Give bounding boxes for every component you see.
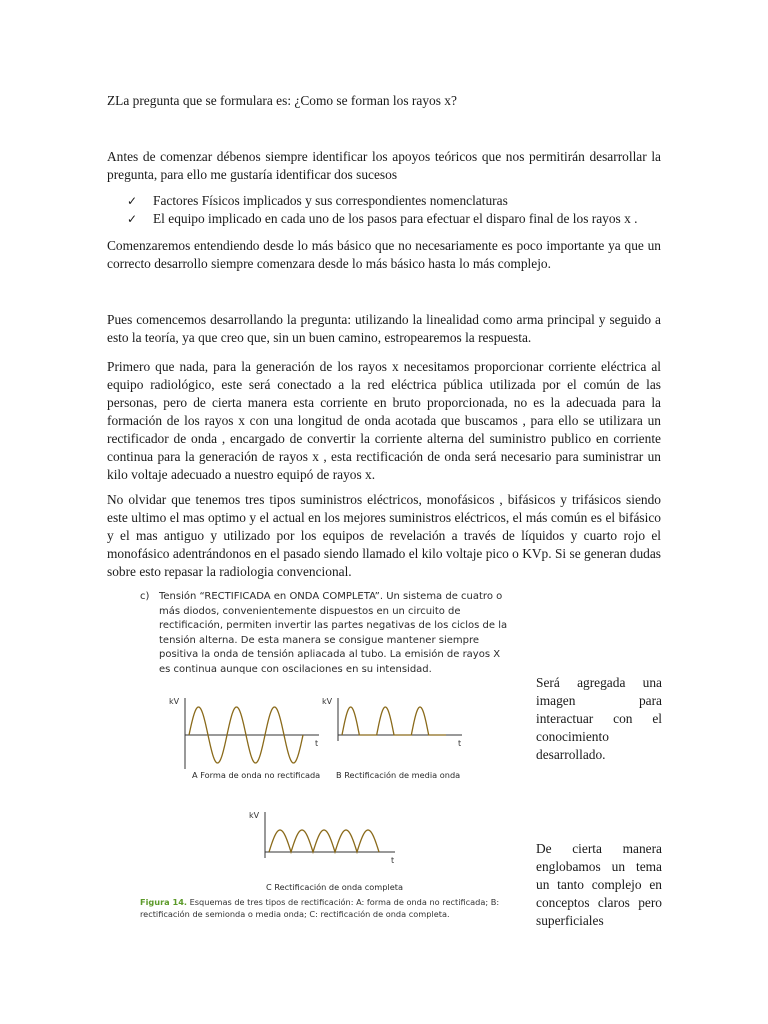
figure-description-text: Tensión “RECTIFICADA en ONDA COMPLETA”. Un sistema de cuatro o más diodos, convenientemente dispuestos en un circuito de rectificación, permiten invertir las partes negativas de los ciclos de la tensión alterna. De esta manera se consigue mantener siempre positiva la onda de tensión apliacada al tubo. La emisión de rayos X es continua aunque con oscilaciones en su intensidad. — [159, 591, 508, 675]
figure-caption-label: Figura 14. — [140, 897, 188, 907]
checklist — [127, 192, 667, 228]
waveform-line — [342, 707, 446, 735]
y-axis-label: kV — [169, 697, 180, 706]
paragraph-start: Pues comencemos desarrollando la pregunta: utilizando la linealidad como arma principal y seguido a esto la teoría, ya que creo que, sin un buen camino, estropearemos la respuesta. — [107, 312, 661, 345]
question-title: ZLa pregunta que se formulara es: ¿Como se forman los rayos x? — [107, 93, 457, 108]
checklist-item — [127, 210, 667, 228]
waveform-label: C Rectificación de onda completa — [266, 882, 403, 892]
paragraph-basics: Comenzaremos entendiendo desde lo más básico que no necesariamente es poco importante ya que un correcto desarrollo siempre comenzara desde lo más básico hasta lo más complejo. — [107, 238, 661, 271]
waveform-plot-full — [249, 811, 403, 892]
waveform-line — [269, 830, 379, 852]
x-axis-label: t — [391, 856, 395, 865]
checklist-item — [127, 192, 667, 210]
side-note-summary: De cierta manera englobamos un tema un tanto complejo en conceptos claros pero superficiales — [536, 841, 662, 928]
y-axis-label: kV — [322, 697, 333, 706]
check-icon: ✓ — [127, 212, 138, 226]
x-axis-label: t — [315, 739, 319, 748]
waveform-label: A Forma de onda no rectificada — [192, 770, 321, 780]
side-note-image: Será agregada una imagen para interactuar con el conocimiento desarrollado. — [536, 675, 662, 762]
waveform-plot-half — [322, 697, 462, 780]
intro-paragraph: Antes de comenzar débenos siempre identificar los apoyos teóricos que nos permitirán desarrollar la pregunta, para ello me gustaría identificar dos sucesos — [107, 149, 661, 182]
rectification-figure — [140, 590, 510, 930]
check-icon: ✓ — [127, 194, 138, 208]
waveform-diagrams — [140, 590, 510, 930]
checklist-item-text: El equipo implicado en cada uno de los pasos para efectuar el disparo final de los rayos x . — [153, 211, 638, 226]
x-axis-label: t — [458, 739, 462, 748]
waveform-plot-sine — [169, 697, 320, 780]
checklist-item-text: Factores Físicos implicados y sus correspondientes nomenclaturas — [153, 193, 508, 208]
waveform-label: B Rectificación de media onda — [336, 770, 461, 780]
figure-caption-text: Esquemas de tres tipos de rectificación: A: forma de onda no rectificada; B: rectificación de semionda o media onda; C: rectificación de onda completa. — [140, 897, 500, 919]
y-axis-label: kV — [249, 811, 260, 820]
paragraph-supplies: No olvidar que tenemos tres tipos suministros eléctricos, monofásicos , bifásicos y trifásicos siendo este ultimo el mas optimo y el actual en los mejores suministros eléctricos, el más común es el bifásico y el mas antiguo y utilizado por los equipos de revelación a través de líquidos y cuarto rojo el monofásico adentrándonos en el pasado siendo llamado el kilo voltaje pico o KVp. Si se generan dudas sobre esto repasar la radiologia convencional. — [107, 492, 661, 579]
figure-caption — [140, 896, 505, 920]
figure-item-letter: c) — [140, 591, 150, 602]
paragraph-rectifier: Primero que nada, para la generación de los rayos x necesitamos proporcionar corriente eléctrica al equipo radiológico, este será conectado a la red eléctrica pública utilizada por el común de las personas, pero de cierta manera esta corriente en bruto proporcionada, no es la adecuada para la formación de los rayos x con una longitud de onda acotada que buscamos , para ello se utilizara un rectificador de onda , encargado de convertir la corriente alterna del suministro publico en corriente continua para la generación de rayos x , esta rectificación de onda será necesario para suministrar un kilo voltaje adecuado a nuestro equipó de rayos x. — [107, 359, 661, 482]
